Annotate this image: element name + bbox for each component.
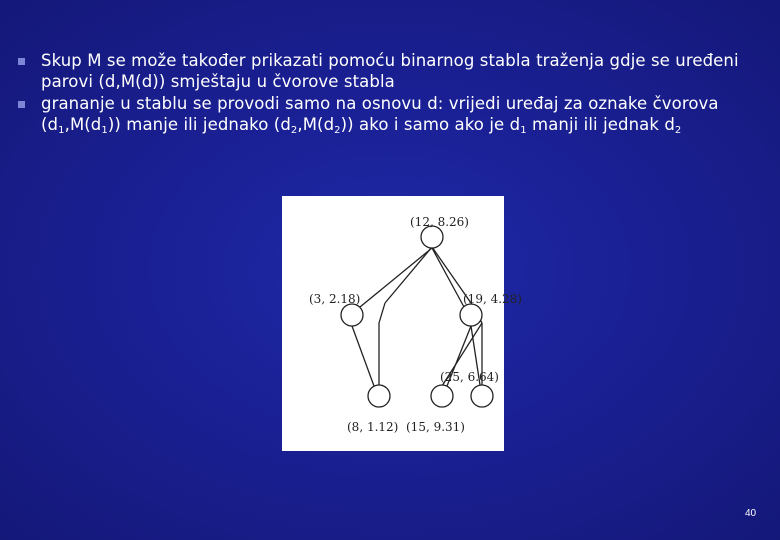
tree-node-leaf-right bbox=[471, 385, 493, 407]
bullet-list bbox=[18, 50, 770, 136]
node-label-root: (12, 8.26) bbox=[410, 215, 469, 229]
subscript: 2 bbox=[290, 125, 298, 136]
node-label-leaf-left: (8, 1.12) bbox=[347, 420, 399, 434]
edge-left-stub bbox=[379, 303, 385, 323]
text-segment: manji ili jednak d bbox=[526, 115, 675, 134]
text-segment: ,M(d bbox=[297, 115, 335, 134]
tree-node-leaf-left bbox=[368, 385, 390, 407]
text-segment: grananje u stablu se provodi samo na osnovu d: vrijedi uređaj za oznake čvorova (d bbox=[41, 94, 719, 134]
subscript: 1 bbox=[101, 125, 108, 136]
tree-node-root bbox=[421, 226, 443, 248]
tree-node-leaf-mid bbox=[431, 385, 453, 407]
subscript: 1 bbox=[58, 125, 65, 136]
subscript: 2 bbox=[334, 125, 341, 136]
bullet-text-1: Skup M se može također prikazati pomoću binarnog stabla traženja gdje se uređeni parovi (d,M(d)) smještaju u čvorove stabla bbox=[41, 51, 739, 91]
bullet-item-2 bbox=[18, 93, 770, 135]
tree-node-right bbox=[460, 304, 482, 326]
text-segment: ,M(d bbox=[64, 115, 102, 134]
square-bullet-icon bbox=[18, 58, 25, 65]
edge-root-left bbox=[385, 247, 432, 303]
page-number: 40 bbox=[745, 508, 757, 519]
tree-diagram bbox=[282, 196, 504, 451]
node-label-right: (19, 4.28) bbox=[463, 292, 522, 306]
binary-tree-figure bbox=[282, 196, 522, 451]
bullet-text-2 bbox=[41, 93, 770, 135]
square-bullet-icon bbox=[18, 101, 25, 108]
tree-node-left bbox=[341, 304, 363, 326]
bullet-item-1 bbox=[18, 50, 770, 92]
text-segment: )) ako i samo ako je d bbox=[340, 115, 521, 134]
node-label-left: (3, 2.18) bbox=[309, 292, 361, 306]
text-segment: )) manje ili jednako (d bbox=[107, 115, 291, 134]
subscript: 2 bbox=[674, 125, 682, 136]
subscript: 1 bbox=[520, 125, 527, 136]
node-label-leaf-right: (15, 9.31) bbox=[406, 420, 465, 434]
node-label-right-right: (25, 6.64) bbox=[440, 370, 499, 384]
